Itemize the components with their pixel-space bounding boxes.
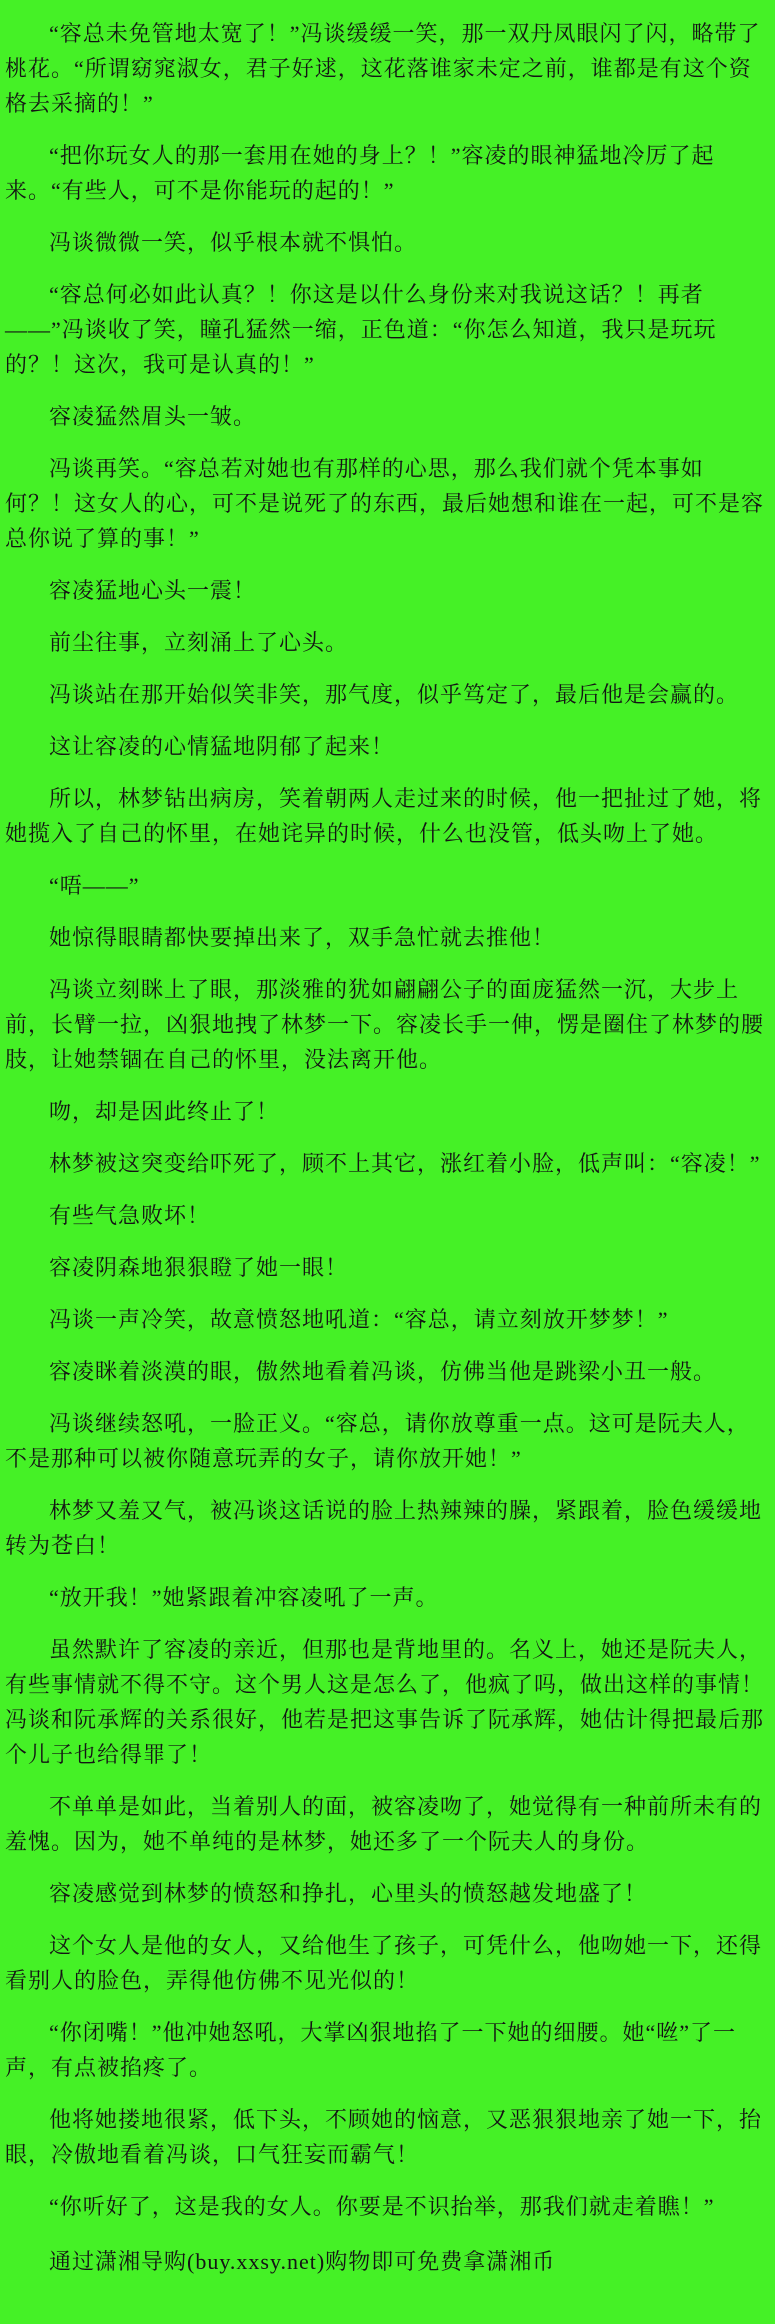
paragraph: 冯谈一声冷笑，故意愤怒地吼道：“容总，请立刻放开梦梦！”: [49, 1307, 669, 1332]
paragraph: 容凌猛然眉头一皱。: [49, 404, 257, 429]
paragraph: 冯谈立刻眯上了眼，那淡雅的犹如翩翩公子的面庞猛然一沉，大步上前，长臂一拉，凶狠地拽了林梦一下。容凌长手一伸，愣是圈住了林梦的腰肢，让她禁锢在自己的怀里，没法离开他。: [5, 977, 765, 1072]
paragraph: 这让容凌的心情猛地阴郁了起来！: [49, 734, 395, 759]
paragraph: 容凌眯着淡漠的眼，傲然地看着冯谈，仿佛当他是跳梁小丑一般。: [49, 1359, 717, 1384]
paragraph: 不单单是如此，当着别人的面，被容凌吻了，她觉得有一种前所未有的羞愧。因为，她不单纯的是林梦，她还多了一个阮夫人的身份。: [5, 1794, 763, 1854]
paragraph: “你闭嘴！”他冲她怒吼，大掌凶狠地掐了一下她的细腰。她“咝”了一声，有点被掐疼了。: [5, 2020, 737, 2080]
paragraph: 容凌阴森地狠狠瞪了她一眼！: [49, 1255, 349, 1280]
paragraph: “容总何必如此认真？！你这是以什么身份来对我说这话？！再者——”冯谈收了笑，瞳孔猛然一缩，正色道：“你怎么知道，我只是玩玩的？！这次，我可是认真的！”: [5, 282, 717, 377]
paragraph: 容凌猛地心头一震！: [49, 578, 257, 603]
paragraph: 冯谈站在那开始似笑非笑，那气度，似乎笃定了，最后他是会赢的。: [49, 682, 740, 707]
paragraph: “你听好了，这是我的女人。你要是不识抬举，那我们就走着瞧！”: [49, 2194, 715, 2219]
paragraph: 她惊得眼睛都快要掉出来了，双手急忙就去推他！: [49, 925, 556, 950]
paragraph: 他将她搂地很紧，低下头，不顾她的恼意，又恶狠狠地亲了她一下，抬眼，冷傲地看着冯谈，口气狂妄而霸气！: [5, 2107, 763, 2167]
paragraph: 所以，林梦钻出病房，笑着朝两人走过来的时候，他一把扯过了她，将她揽入了自己的怀里，在她诧异的时候，什么也没管，低头吻上了她。: [5, 786, 763, 846]
paragraph: 林梦被这突变给吓死了，顾不上其它，涨红着小脸，低声叫：“容凌！”: [49, 1151, 761, 1176]
novel-text-content: [5, 16, 770, 2279]
paragraph: 冯谈微微一笑，似乎根本就不惧怕。: [49, 230, 418, 255]
paragraph: “把你玩女人的那一套用在她的身上？！”容凌的眼神猛地冷厉了起来。“有些人，可不是你能玩的起的！”: [5, 143, 715, 203]
paragraph: 前尘往事，立刻涌上了心头。: [49, 630, 349, 655]
paragraph: 林梦又羞又气，被冯谈这话说的脸上热辣辣的臊，紧跟着，脸色缓缓地转为苍白！: [5, 1498, 763, 1558]
paragraph: “放开我！”她紧跟着冲容凌吼了一声。: [49, 1585, 439, 1610]
paragraph: 容凌感觉到林梦的愤怒和挣扎，心里头的愤怒越发地盛了！: [49, 1881, 648, 1906]
paragraph: 冯谈再笑。“容总若对她也有那样的心思，那么我们就个凭本事如何？！这女人的心，可不是说死了的东西，最后她想和谁在一起，可不是容总你说了算的事！”: [5, 456, 765, 551]
paragraph: 冯谈继续怒吼，一脸正义。“容总，请你放尊重一点。这可是阮夫人，不是那种可以被你随意玩弄的女子，请你放开她！”: [5, 1411, 750, 1471]
paragraph: “唔——”: [49, 873, 140, 898]
paragraph: 有些气急败坏！: [49, 1203, 211, 1228]
footer-promo-text: 通过潇湘导购(buy.xxsy.net)购物即可免费拿潇湘币: [49, 2249, 556, 2274]
paragraph: 这个女人是他的女人，又给他生了孩子，可凭什么，他吻她一下，还得看别人的脸色，弄得他仿佛不见光似的！: [5, 1933, 763, 1993]
paragraph: 吻，却是因此终止了！: [49, 1099, 280, 1124]
paragraph: 虽然默许了容凌的亲近，但那也是背地里的。名义上，她还是阮夫人，有些事情就不得不守。这个男人这是怎么了，他疯了吗，做出这样的事情！冯谈和阮承辉的关系很好，他若是把这事告诉了阮承辉，她估计得把最后那个儿子也给得罪了！: [5, 1637, 765, 1767]
paragraph: “容总未免管地太宽了！”冯谈缓缓一笑，那一双丹凤眼闪了闪，略带了桃花。“所谓窈窕淑女，君子好逑，这花落谁家未定之前，谁都是有这个资格去采摘的！”: [5, 21, 761, 116]
